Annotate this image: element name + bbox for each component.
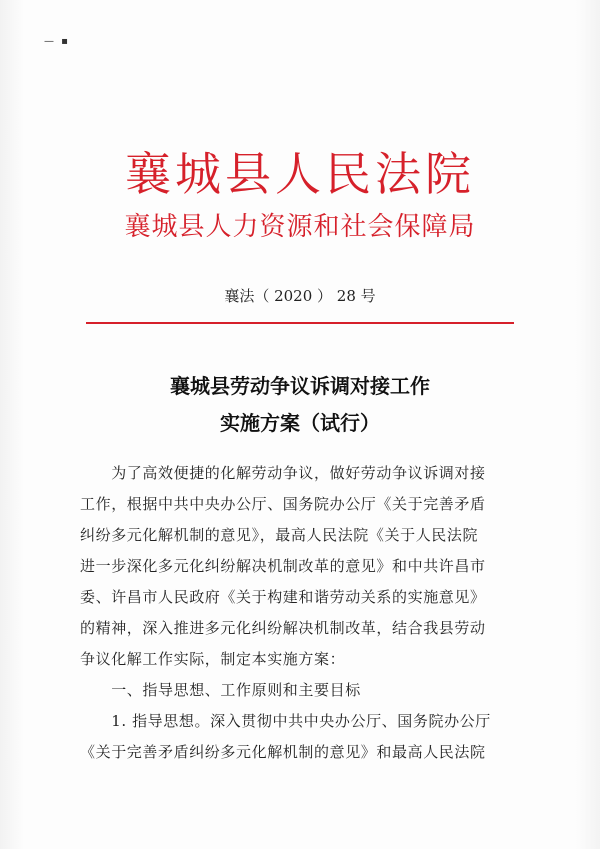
red-divider-line: [86, 322, 514, 324]
body-line: 委、许昌市人民政府《关于构建和谐劳动关系的实施意见》: [80, 588, 486, 606]
body-line: 《关于完善矛盾纠纷多元化解机制的意见》和最高人民法院: [80, 743, 486, 761]
document-title-line-1: 襄城县劳动争议诉调对接工作: [170, 374, 430, 398]
issuer-bureau-header: 襄城县人力资源和社会保障局: [124, 212, 476, 242]
section-heading: 一、指导思想、工作原则和主要目标: [80, 681, 361, 699]
body-line: 工作，根据中共中央办公厅、国务院办公厅《关于完善矛盾: [80, 495, 486, 513]
body-line: 1. 指导思想。深入贯彻中共中央办公厅、国务院办公厅: [80, 712, 491, 730]
body-line: 争议化解工作实际，制定本实施方案：: [80, 650, 346, 668]
scan-mark: — ▪: [44, 36, 70, 47]
body-line: 进一步深化多元化纠纷解决机制改革的意见》和中共许昌市: [80, 557, 486, 575]
body-line: 的精神，深入推进多元化纠纷解决机制改革，结合我县劳动: [80, 619, 486, 637]
body-line: 为了高效便捷的化解劳动争议，做好劳动争议诉调对接: [80, 464, 486, 482]
document-title-line-2: 实施方案（试行）: [220, 411, 380, 435]
body-line: 纠纷多元化解机制的意见》，最高人民法院《关于人民法院: [80, 526, 479, 544]
issuer-court-header: 襄城县人民法院: [125, 147, 475, 201]
document-number: 襄法（ 2020 ） 28 号: [224, 287, 376, 305]
